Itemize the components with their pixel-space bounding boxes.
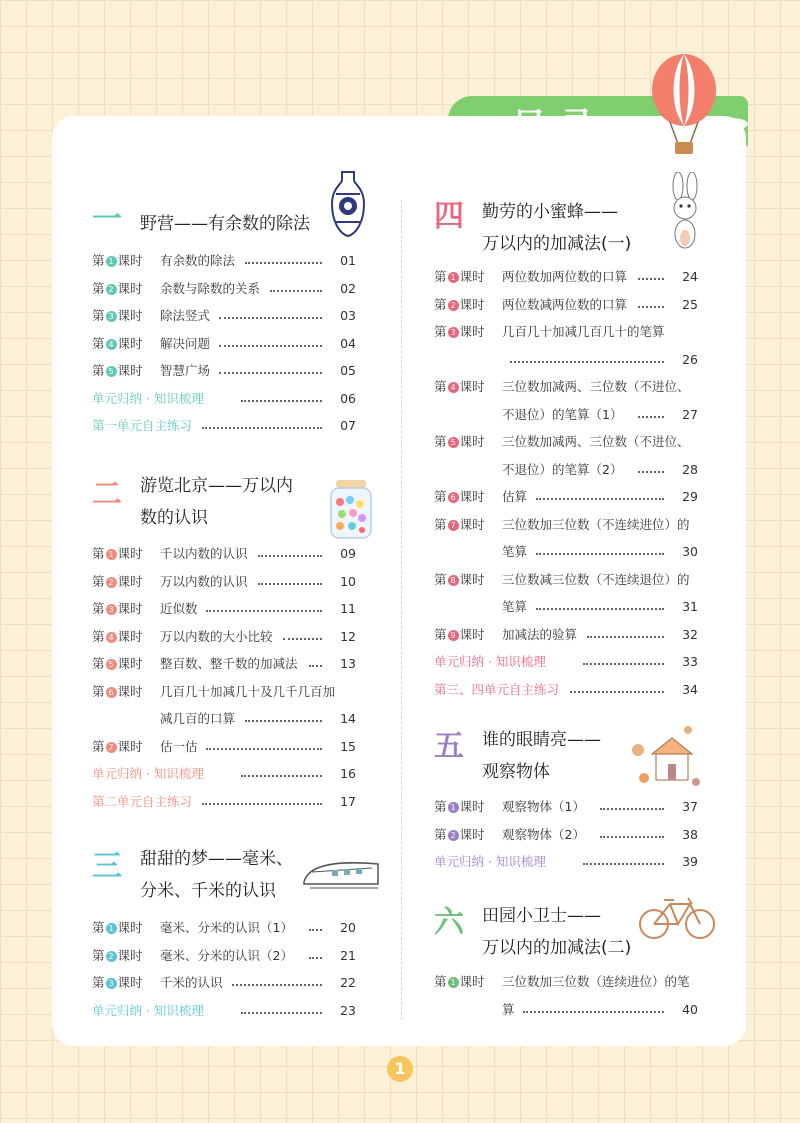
toc-summary-entry[interactable] xyxy=(92,1000,356,1022)
entry-title: 余数与除数的关系 xyxy=(160,280,261,296)
dot-leader xyxy=(638,294,664,316)
lesson-label: 第 4 课时 xyxy=(92,335,143,351)
dot-leader xyxy=(219,333,322,355)
lesson-number-badge: 9 xyxy=(448,630,459,641)
unit-number: 三 xyxy=(92,849,122,884)
lesson-label: 第 5 课时 xyxy=(92,363,143,378)
lesson-number-badge: 2 xyxy=(448,830,459,841)
toc-entry[interactable] xyxy=(434,824,698,846)
house-with-animals-icon xyxy=(630,724,702,790)
lesson-label: 第 1 课时 xyxy=(434,269,485,284)
entry-title: 算 xyxy=(502,1001,515,1017)
lesson-number-badge: 6 xyxy=(448,492,459,503)
lesson-number-badge: 3 xyxy=(106,604,117,615)
entry-title: 减几百的口算 xyxy=(160,711,236,726)
page-number: 27 xyxy=(682,406,698,422)
lesson-label: 第 1 课时 xyxy=(434,799,485,814)
dot-leader xyxy=(309,917,322,939)
lesson-number-badge: 3 xyxy=(106,311,117,322)
lesson-label: 第 1 课时 xyxy=(92,253,143,268)
toc-entry[interactable] xyxy=(434,999,698,1021)
page-number: 31 xyxy=(682,599,698,614)
lesson-number-badge: 1 xyxy=(448,977,459,988)
entry-title: 千以内数的认识 xyxy=(160,546,248,561)
toc-entry[interactable] xyxy=(92,917,356,939)
dot-leader xyxy=(202,791,322,813)
bicycle-icon xyxy=(638,892,718,942)
toc-summary-entry[interactable] xyxy=(92,388,356,410)
dot-leader xyxy=(536,541,664,563)
page-number: 39 xyxy=(682,854,698,869)
dot-leader xyxy=(600,796,664,818)
lesson-label: 第 6 课时 xyxy=(434,489,485,504)
hot-air-balloon-icon xyxy=(648,52,748,162)
lesson-label: 第 4 课时 xyxy=(92,628,143,644)
lesson-number-badge: 2 xyxy=(106,577,117,588)
unit-title: 分米、千米的认识 xyxy=(140,881,276,901)
lesson-label: 第 2 课时 xyxy=(434,296,485,312)
page-number-badge: 1 xyxy=(387,1056,413,1082)
entry-title: 第二单元自主练习 xyxy=(92,793,193,809)
toc-summary-entry[interactable] xyxy=(92,415,356,437)
page-number: 09 xyxy=(340,546,356,561)
dot-leader xyxy=(638,459,664,481)
entry-title: 几百几十加减几百几十的笔算 xyxy=(502,324,665,339)
entry-title: 加减法的验算 xyxy=(502,626,578,642)
toc-entry[interactable] xyxy=(434,514,698,536)
lesson-label: 第 6 课时 xyxy=(92,683,143,699)
toc-entry[interactable] xyxy=(434,596,698,618)
column-divider xyxy=(401,200,402,1020)
entry-title: 解决问题 xyxy=(160,335,211,351)
unit-title: 观察物体 xyxy=(482,762,550,782)
unit-number: 六 xyxy=(434,905,464,940)
unit-title: 万以内的加减法(一) xyxy=(482,234,632,254)
toc-summary-entry[interactable] xyxy=(434,651,698,673)
toc-entry[interactable] xyxy=(92,598,356,620)
candy-jar-icon xyxy=(328,478,374,540)
toc-entry[interactable] xyxy=(92,681,356,703)
dot-leader xyxy=(638,404,664,426)
page-number: 33 xyxy=(682,654,698,669)
lesson-number-badge: 2 xyxy=(448,300,459,311)
toc-entry[interactable] xyxy=(92,736,356,758)
toc-entry[interactable] xyxy=(434,541,698,563)
toc-entry[interactable] xyxy=(92,360,356,382)
toc-entry[interactable] xyxy=(434,624,698,646)
unit-number: 二 xyxy=(92,477,122,512)
page-number: 05 xyxy=(340,363,356,378)
dot-leader xyxy=(219,305,322,327)
page-number: 17 xyxy=(340,793,356,809)
dot-leader xyxy=(510,349,664,371)
entry-title: 两位数减两位数的口算 xyxy=(502,296,628,312)
unit-title: 野营——有余数的除法 xyxy=(140,214,310,234)
lesson-label: 第 7 课时 xyxy=(434,516,485,532)
lesson-label: 第 3 课时 xyxy=(92,601,143,616)
unit-title: 勤劳的小蜜蜂—— xyxy=(482,202,618,222)
toc-entry[interactable] xyxy=(92,305,356,327)
page-number: 38 xyxy=(682,826,698,842)
lesson-label: 第 3 课时 xyxy=(92,975,143,990)
dot-leader xyxy=(309,653,322,675)
unit-number: 一 xyxy=(92,202,122,237)
page-number: 20 xyxy=(340,920,356,935)
dot-leader xyxy=(241,388,322,410)
bullet-train-icon xyxy=(302,852,380,892)
page-number: 24 xyxy=(682,269,698,284)
page-number: 37 xyxy=(682,799,698,814)
lesson-number-badge: 1 xyxy=(448,272,459,283)
entry-title: 整百数、整千数的加减法 xyxy=(160,656,298,671)
page-number: 06 xyxy=(340,390,356,406)
dot-leader xyxy=(241,763,322,785)
entry-title: 单元归纳 · 知识梳理 xyxy=(92,1002,204,1018)
dot-leader xyxy=(570,679,664,701)
page-number: 32 xyxy=(682,626,698,642)
page-number: 40 xyxy=(682,1001,698,1017)
lesson-label: 第 7 课时 xyxy=(92,738,143,754)
page-number: 12 xyxy=(340,628,356,644)
dot-leader xyxy=(536,596,664,618)
page-number: 23 xyxy=(340,1002,356,1018)
page-number: 28 xyxy=(682,461,698,477)
unit-number: 四 xyxy=(434,199,464,234)
toc-entry[interactable] xyxy=(434,486,698,508)
entry-title: 单元归纳 · 知识梳理 xyxy=(434,654,546,669)
page-number: 03 xyxy=(340,308,356,323)
toc-entry[interactable] xyxy=(92,333,356,355)
entry-title: 不退位）的笔算（1） xyxy=(502,406,623,422)
dot-leader xyxy=(309,945,322,967)
lesson-label: 第 1 课时 xyxy=(434,974,485,989)
toc-entry[interactable] xyxy=(434,266,698,288)
entry-title: 除法竖式 xyxy=(160,308,211,323)
lesson-label: 第 2 课时 xyxy=(434,826,485,842)
dot-leader xyxy=(536,486,664,508)
dot-leader xyxy=(245,250,322,272)
page-number: 02 xyxy=(340,280,356,296)
lesson-label: 第 2 课时 xyxy=(92,280,143,296)
dot-leader xyxy=(638,266,664,288)
page-number: 30 xyxy=(682,544,698,559)
toc-entry[interactable] xyxy=(434,404,698,426)
dot-leader xyxy=(202,415,322,437)
entry-title: 不退位）的笔算（2） xyxy=(502,461,623,477)
entry-title: 智慧广场 xyxy=(160,363,211,378)
lesson-number-badge: 1 xyxy=(106,923,117,934)
toc-entry[interactable] xyxy=(434,294,698,316)
entry-title: 万以内数的大小比较 xyxy=(160,628,273,644)
dot-leader xyxy=(583,851,664,873)
dot-leader xyxy=(206,736,322,758)
page-number: 15 xyxy=(340,738,356,754)
toc-entry[interactable] xyxy=(434,971,698,993)
page-number: 22 xyxy=(340,975,356,990)
toc-summary-entry[interactable] xyxy=(434,679,698,701)
toc-summary-entry[interactable] xyxy=(92,791,356,813)
page-number: 01 xyxy=(340,253,356,268)
entry-title: 毫米、分米的认识（2） xyxy=(160,947,293,963)
entry-title: 有余数的除法 xyxy=(160,253,236,268)
toc-entry[interactable] xyxy=(434,376,698,398)
page-number: 04 xyxy=(340,335,356,351)
entry-title: 第一单元自主练习 xyxy=(92,418,193,433)
entry-title: 三位数加减两、三位数（不进位、 xyxy=(502,434,690,449)
toc-entry[interactable] xyxy=(434,796,698,818)
toc-entry[interactable] xyxy=(92,278,356,300)
toc-entry[interactable] xyxy=(92,250,356,272)
unit-title: 田园小卫士—— xyxy=(482,906,601,926)
vase-icon xyxy=(330,170,366,240)
page-number: 13 xyxy=(340,656,356,671)
dot-leader xyxy=(283,626,322,648)
unit-title: 万以内的加减法(二) xyxy=(482,938,632,958)
toc-entry[interactable] xyxy=(92,571,356,593)
toc-entry[interactable] xyxy=(92,626,356,648)
entry-title: 近似数 xyxy=(160,601,198,616)
lesson-label: 第 1 课时 xyxy=(92,920,143,935)
page-number: 25 xyxy=(682,296,698,312)
entry-title: 千米的认识 xyxy=(160,975,223,990)
entry-title: 笔算 xyxy=(502,599,528,614)
entry-title: 万以内数的认识 xyxy=(160,573,248,589)
entry-title: 观察物体（1） xyxy=(502,799,585,814)
lesson-number-badge: 7 xyxy=(106,742,117,753)
dot-leader xyxy=(219,360,322,382)
entry-title: 毫米、分米的认识（1） xyxy=(160,920,293,935)
entry-title: 估一估 xyxy=(160,738,198,754)
lesson-number-badge: 4 xyxy=(106,339,117,350)
page-number: 16 xyxy=(340,766,356,781)
dot-leader xyxy=(245,708,322,730)
toc-entry[interactable] xyxy=(434,349,698,371)
unit-title: 甜甜的梦——毫米、 xyxy=(140,849,293,869)
entry-title: 估算 xyxy=(502,489,528,504)
lesson-label: 第 3 课时 xyxy=(92,308,143,323)
toc-entry[interactable] xyxy=(434,321,698,343)
page-number: 34 xyxy=(682,681,698,697)
entry-title: 观察物体（2） xyxy=(502,826,585,842)
dot-leader xyxy=(587,624,664,646)
dot-leader xyxy=(241,1000,322,1022)
lesson-number-badge: 4 xyxy=(106,632,117,643)
lesson-number-badge: 3 xyxy=(106,978,117,989)
lesson-number-badge: 2 xyxy=(106,951,117,962)
rabbit-icon xyxy=(664,172,708,256)
entry-title: 笔算 xyxy=(502,544,528,559)
unit-title: 游览北京——万以内 xyxy=(140,476,293,496)
entry-title: 三位数加减两、三位数（不进位、 xyxy=(502,379,690,394)
page-number: 10 xyxy=(340,573,356,589)
lesson-label: 第 8 课时 xyxy=(434,571,485,587)
dot-leader xyxy=(258,571,322,593)
lesson-label: 第 2 课时 xyxy=(92,573,143,589)
entry-title: 三位数加三位数（不连续进位）的 xyxy=(502,516,690,532)
page-number: 29 xyxy=(682,489,698,504)
lesson-label: 第 4 课时 xyxy=(434,379,485,394)
lesson-number-badge: 6 xyxy=(106,687,117,698)
page-number: 21 xyxy=(340,947,356,963)
page-number: 14 xyxy=(340,711,356,726)
entry-title: 第三、四单元自主练习 xyxy=(434,681,560,697)
lesson-number-badge: 5 xyxy=(448,437,459,448)
toc-entry[interactable] xyxy=(92,543,356,565)
toc-entry[interactable] xyxy=(434,569,698,591)
page-number: 11 xyxy=(340,601,356,616)
lesson-number-badge: 2 xyxy=(106,284,117,295)
lesson-number-badge: 1 xyxy=(448,802,459,813)
toc-summary-entry[interactable] xyxy=(434,851,698,873)
dot-leader xyxy=(270,278,322,300)
toc-summary-entry[interactable] xyxy=(92,763,356,785)
entry-title: 单元归纳 · 知识梳理 xyxy=(92,390,204,406)
unit-title: 谁的眼睛亮—— xyxy=(482,730,601,750)
lesson-number-badge: 5 xyxy=(106,659,117,670)
toc-entry[interactable] xyxy=(434,431,698,453)
dot-leader xyxy=(583,651,664,673)
entry-title: 三位数加三位数（连续进位）的笔 xyxy=(502,974,690,989)
dot-leader xyxy=(523,999,664,1021)
lesson-number-badge: 3 xyxy=(448,327,459,338)
lesson-label: 第 2 课时 xyxy=(92,947,143,963)
entry-title: 几百几十加减几十及几千几百加 xyxy=(160,683,336,699)
dot-leader xyxy=(258,543,322,565)
toc-entry[interactable] xyxy=(92,945,356,967)
unit-number: 五 xyxy=(434,729,464,764)
unit-title: 数的认识 xyxy=(140,508,208,528)
dot-leader xyxy=(206,598,322,620)
lesson-number-badge: 1 xyxy=(106,549,117,560)
entry-title: 两位数加两位数的口算 xyxy=(502,269,628,284)
lesson-number-badge: 4 xyxy=(448,382,459,393)
lesson-label: 第 9 课时 xyxy=(434,626,485,642)
lesson-number-badge: 8 xyxy=(448,575,459,586)
toc-entry[interactable] xyxy=(92,972,356,994)
page-title: 目录 xyxy=(512,106,608,146)
lesson-number-badge: 5 xyxy=(106,366,117,377)
entry-title: 单元归纳 · 知识梳理 xyxy=(434,854,546,869)
entry-title: 单元归纳 · 知识梳理 xyxy=(92,766,204,781)
lesson-number-badge: 1 xyxy=(106,256,117,267)
page-number: 07 xyxy=(340,418,356,433)
entry-title: 三位数减三位数（不连续退位）的 xyxy=(502,571,690,587)
lesson-label: 第 1 课时 xyxy=(92,546,143,561)
lesson-label: 第 5 课时 xyxy=(434,434,485,449)
dot-leader xyxy=(600,824,664,846)
toc-entry[interactable] xyxy=(92,653,356,675)
toc-entry[interactable] xyxy=(434,459,698,481)
dot-leader xyxy=(232,972,322,994)
toc-entry[interactable] xyxy=(92,708,356,730)
lesson-label: 第 5 课时 xyxy=(92,656,143,671)
lesson-number-badge: 7 xyxy=(448,520,459,531)
lesson-label: 第 3 课时 xyxy=(434,324,485,339)
page-number: 26 xyxy=(682,351,698,367)
